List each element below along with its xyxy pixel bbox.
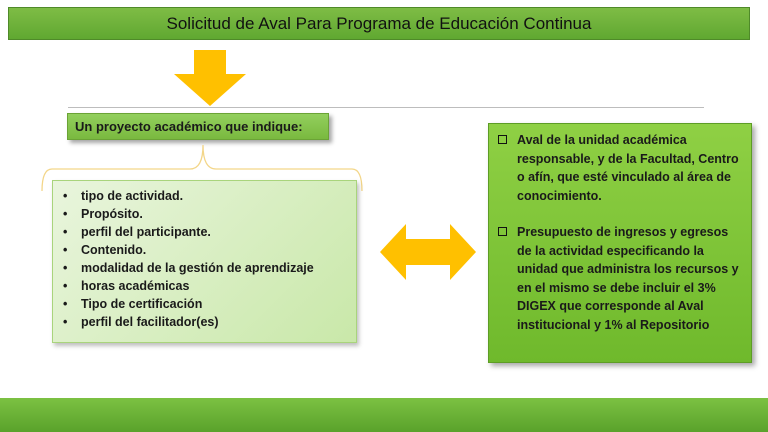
list-item: • perfil del participante.: [63, 225, 211, 239]
condition-item: Presupuesto de ingresos y egresos de la actividad especificando la unidad que administra los recursos y en el mismo se debe incluir el 3% DIGEX que corresponde al Aval institucional y 1% al Repositorio: [498, 223, 745, 334]
list-item: • Propósito.: [63, 207, 143, 221]
page-title: Solicitud de Aval Para Programa de Educación Continua: [166, 13, 592, 33]
bullet-icon: •: [63, 261, 68, 275]
list-item: • modalidad de la gestión de aprendizaje: [63, 261, 314, 275]
checkbox-icon: [498, 227, 507, 236]
list-item: • tipo de actividad.: [63, 189, 184, 203]
down-arrow-icon: [174, 50, 246, 106]
title-bar: [8, 7, 750, 40]
bullet-icon: •: [63, 297, 68, 311]
requirements-list: [61, 187, 356, 331]
conditions-box: [488, 123, 752, 363]
requirements-box: [52, 180, 357, 343]
divider-line: [68, 107, 704, 108]
left-right-arrow-icon: [380, 224, 476, 280]
topic-label-box: [67, 113, 329, 140]
footer-bar: [0, 398, 768, 432]
list-item: • horas académicas: [63, 279, 190, 293]
list-item: • Contenido.: [63, 243, 147, 257]
bullet-icon: •: [63, 243, 68, 257]
bullet-icon: •: [63, 207, 68, 221]
bullet-icon: •: [63, 189, 68, 203]
condition-item: Aval de la unidad académica responsable, y de la Facultad, Centro o afín, que esté vinculado al área de conocimiento.: [498, 131, 745, 205]
bullet-icon: •: [63, 225, 68, 239]
bullet-icon: •: [63, 279, 68, 293]
checkbox-icon: [498, 135, 507, 144]
bullet-icon: •: [63, 315, 68, 329]
topic-label: Un proyecto académico que indique:: [75, 119, 303, 134]
list-item: • Tipo de certificación: [63, 297, 203, 311]
list-item: • perfil del facilitador(es): [63, 315, 219, 329]
